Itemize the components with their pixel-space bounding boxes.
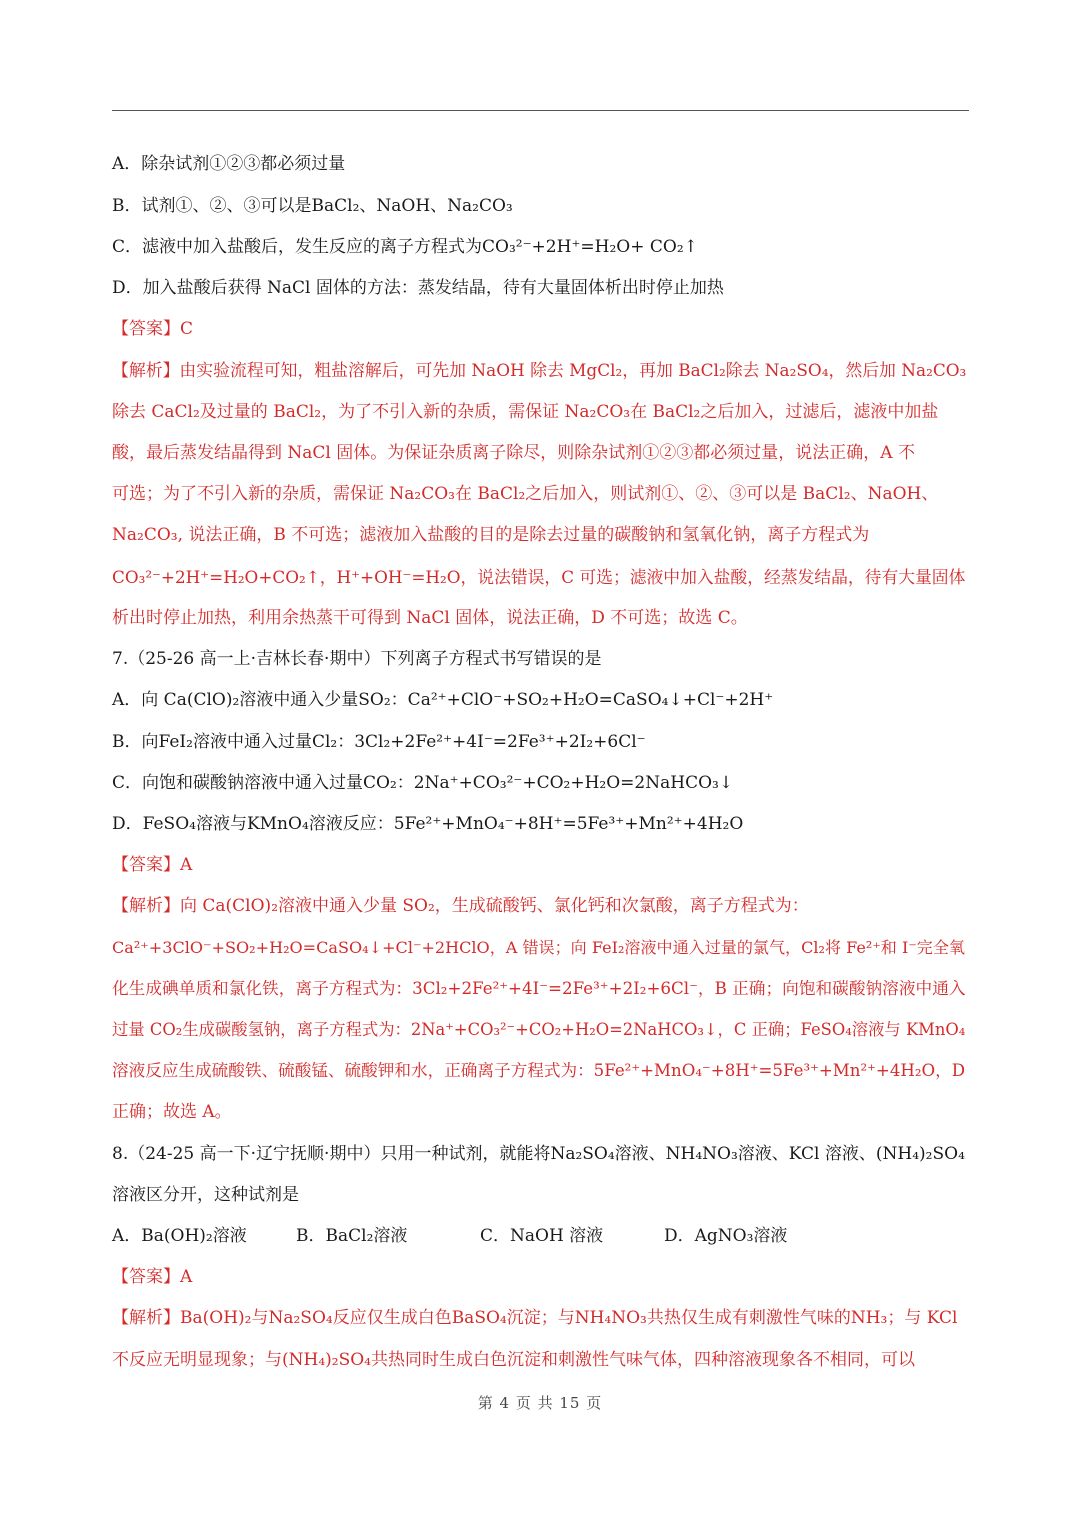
q6-option-d: D．加入盐酸后获得 NaCl 固体的方法：蒸发结晶，待有大量固体析出时停止加热	[112, 278, 724, 298]
q7-analysis-line: Ca²⁺+3ClO⁻+SO₂+H₂O=CaSO₄↓+Cl⁻+2HClO，A 错误；向 FeI₂溶液中通入过量的氯气，Cl₂将 Fe²⁺和 I⁻完全氧	[112, 938, 965, 957]
q6-option-a: A．除杂试剂①②③都必须过量	[112, 154, 346, 174]
q6-analysis-line: 除去 CaCl₂及过量的 BaCl₂，为了不引入新的杂质，需保证 Na₂CO₃在 BaCl₂之后加入，过滤后，滤液中加盐	[112, 402, 939, 422]
q6-analysis-line: CO₃²⁻+2H⁺=H₂O+CO₂↑，H⁺+OH⁻=H₂O，说法错误，C 可选；滤液中加入盐酸，经蒸发结晶，待有大量固体	[112, 567, 966, 587]
q6-analysis-line: 【解析】由实验流程可知，粗盐溶解后，可先加 NaOH 除去 MgCl₂，再加 BaCl₂除去 Na₂SO₄，然后加 Na₂CO₃	[112, 360, 967, 380]
q8-answer: 【答案】A	[112, 1267, 193, 1287]
q6-analysis-line: 析出时停止加热，利用余热蒸干可得到 NaCl 固体，说法正确，D 不可选；故选 C。	[112, 608, 748, 628]
page-footer: 第 4 页 共 15 页	[477, 1394, 603, 1412]
q6-answer: 【答案】C	[112, 319, 194, 339]
q6-analysis-line: 酸，最后蒸发结晶得到 NaCl 固体。为保证杂质离子除尽，则除杂试剂①②③都必须过量，说法正确，A 不	[112, 443, 915, 463]
q7-analysis-line: 正确；故选 A。	[112, 1102, 232, 1122]
q6-analysis-line: Na₂CO₃, 说法正确，B 不可选；滤液加入盐酸的目的是除去过量的碳酸钠和氢氧化钠，离子方程式为	[112, 525, 870, 545]
q8-option-d: D．AgNO₃溶液	[664, 1226, 788, 1246]
q6-option-c: C．滤液中加入盐酸后，发生反应的离子方程式为CO₃²⁻+2H⁺=H₂O+ CO₂↑	[112, 237, 698, 257]
q8-option-b: B．BaCl₂溶液	[296, 1226, 408, 1246]
q8-option-c: C．NaOH 溶液	[480, 1226, 604, 1246]
q8-analysis-line: 【解析】Ba(OH)₂与Na₂SO₄反应仅生成白色BaSO₄沉淀；与NH₄NO₃共热仅生成有刺激性气味的NH₃；与 KCl	[112, 1308, 958, 1328]
q7-analysis-line: 化生成碘单质和氯化铁，离子方程式为：3Cl₂+2Fe²⁺+4I⁻=2Fe³⁺+2I₂+6Cl⁻，B 正确；向饱和碳酸钠溶液中通入	[112, 979, 966, 998]
q7-analysis-line: 过量 CO₂生成碳酸氢钠，离子方程式为：2Na⁺+CO₃²⁻+CO₂+H₂O=2NaHCO₃↓，C 正确；FeSO₄溶液与 KMnO₄	[112, 1020, 966, 1039]
q7-option-c: C．向饱和碳酸钠溶液中通入过量CO₂：2Na⁺+CO₃²⁻+CO₂+H₂O=2NaHCO₃↓	[112, 773, 734, 793]
q7-stem: 7.（25-26 高一上·吉林长春·期中）下列离子方程式书写错误的是	[112, 649, 602, 669]
q8-stem-line: 溶液区分开，这种试剂是	[112, 1185, 299, 1205]
q7-analysis-line: 溶液反应生成硫酸铁、硫酸锰、硫酸钾和水，正确离子方程式为：5Fe²⁺+MnO₄⁻+8H⁺=5Fe³⁺+Mn²⁺+4H₂O，D	[112, 1061, 966, 1080]
q7-option-d: D．FeSO₄溶液与KMnO₄溶液反应：5Fe²⁺+MnO₄⁻+8H⁺=5Fe³⁺+Mn²⁺+4H₂O	[112, 814, 744, 834]
q6-option-b: B．试剂①、②、③可以是BaCl₂、NaOH、Na₂CO₃	[112, 196, 513, 216]
q7-analysis-line: 【解析】向 Ca(ClO)₂溶液中通入少量 SO₂，生成硫酸钙、氯化钙和次氯酸，离子方程式为：	[112, 896, 809, 916]
q7-option-b: B．向FeI₂溶液中通入过量Cl₂：3Cl₂+2Fe²⁺+4I⁻=2Fe³⁺+2I₂+6Cl⁻	[112, 732, 646, 752]
q7-answer: 【答案】A	[112, 855, 193, 875]
q8-analysis-line: 不反应无明显现象；与(NH₄)₂SO₄共热同时生成白色沉淀和刺激性气味气体，四种溶液现象各不相同，可以	[112, 1350, 915, 1370]
header-rule	[112, 110, 969, 111]
q8-options	[112, 1224, 970, 1248]
q6-analysis-line: 可选；为了不引入新的杂质，需保证 Na₂CO₃在 BaCl₂之后加入，则试剂①、②、③可以是 BaCl₂、NaOH、	[112, 484, 939, 504]
q8-stem-line: 8.（24-25 高一下·辽宁抚顺·期中）只用一种试剂，就能将Na₂SO₄溶液、NH₄NO₃溶液、KCl 溶液、(NH₄)₂SO₄	[112, 1144, 965, 1164]
q7-option-a: A．向 Ca(ClO)₂溶液中通入少量SO₂：Ca²⁺+ClO⁻+SO₂+H₂O=CaSO₄↓+Cl⁻+2H⁺	[112, 690, 774, 710]
q8-option-a: A．Ba(OH)₂溶液	[112, 1226, 247, 1246]
